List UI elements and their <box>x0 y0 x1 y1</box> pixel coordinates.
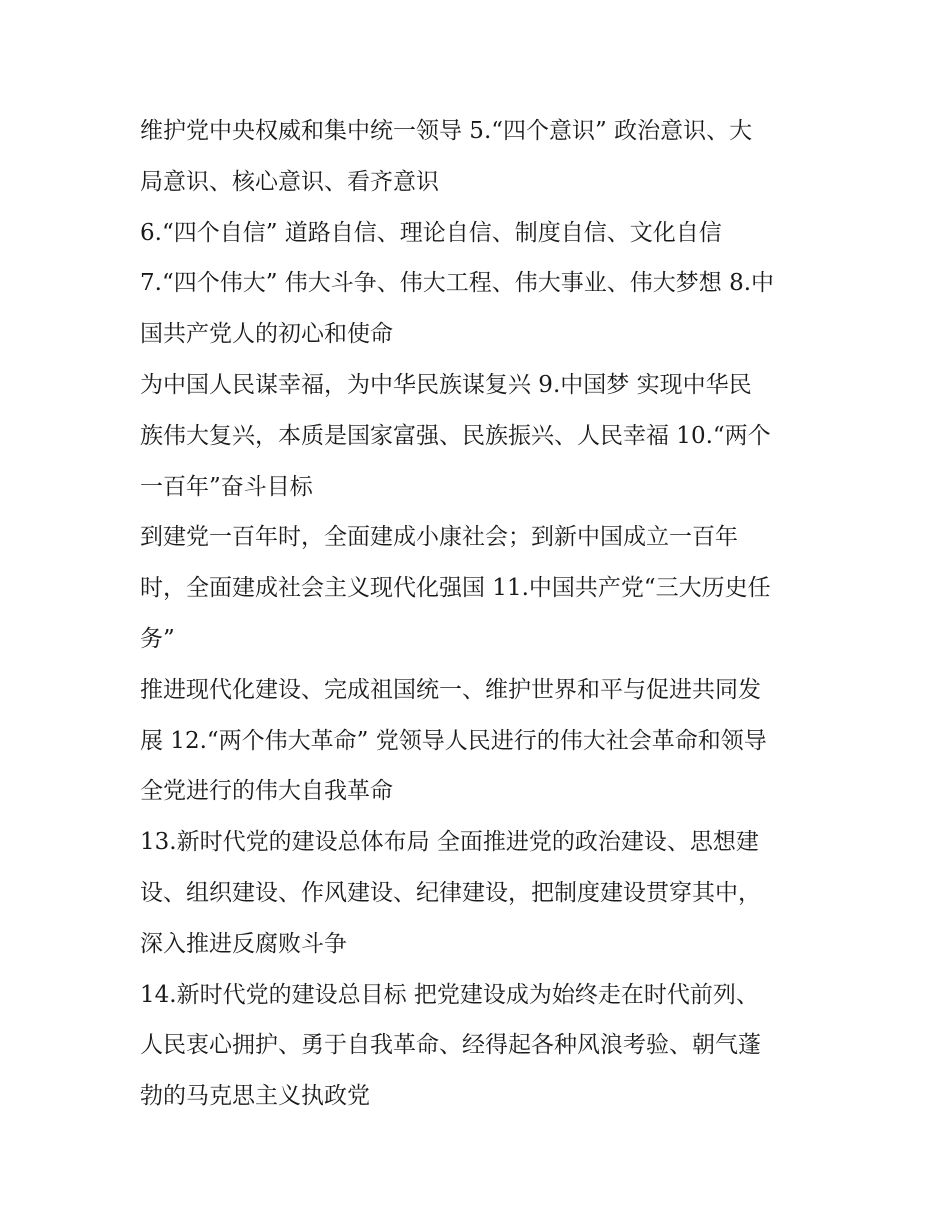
text-line: 维护党中央权威和集中统一领导 5.“四个意识” 政治意识、大 <box>140 118 753 144</box>
text-line: 7.“四个伟大” 伟大斗争、伟大工程、伟大事业、伟大梦想 8.中 <box>140 270 775 297</box>
text-line: 13.新时代党的建设总体布局 全面推进党的政治建设、思想建 <box>140 829 759 856</box>
text-line: 全党进行的伟大自我革命 <box>140 778 393 805</box>
text-line: 14.新时代党的建设总目标 把党建设成为始终走在时代前列、 <box>140 981 759 1008</box>
text-line: 勃的马克思主义执政党 <box>140 1083 370 1110</box>
text-line: 人民衷心拥护、勇于自我革命、经得起各种风浪考验、朝气蓬 <box>140 1032 761 1059</box>
text-line: 局意识、核心意识、看齐意识 <box>140 168 439 195</box>
text-line: 务” <box>140 625 175 652</box>
text-line: 为中国人民谋幸福，为中华民族谋复兴 9.中国梦 实现中华民 <box>140 371 752 398</box>
text-line: 深入推进反腐败斗争 <box>140 930 347 957</box>
text-line: 6.“四个自信” 道路自信、理论自信、制度自信、文化自信 <box>140 219 722 246</box>
text-line: 推进现代化建设、完成祖国统一、维护世界和平与促进共同发 <box>140 676 761 703</box>
text-line: 到建党一百年时，全面建成小康社会；到新中国成立一百年 <box>140 524 738 551</box>
text-line: 一百年”奋斗目标 <box>140 473 313 500</box>
text-line: 族伟大复兴，本质是国家富强、民族振兴、人民幸福 10.“两个 <box>140 422 771 449</box>
text-line: 展 12.“两个伟大革命” 党领导人民进行的伟大社会革命和领导 <box>140 727 767 754</box>
text-line: 设、组织建设、作风建设、纪律建设，把制度建设贯穿其中， <box>140 879 761 906</box>
text-line: 时，全面建成社会主义现代化强国 11.中国共产党“三大历史任 <box>140 575 771 602</box>
text-line: 国共产党人的初心和使命 <box>140 321 393 348</box>
document-body <box>140 106 840 1122</box>
